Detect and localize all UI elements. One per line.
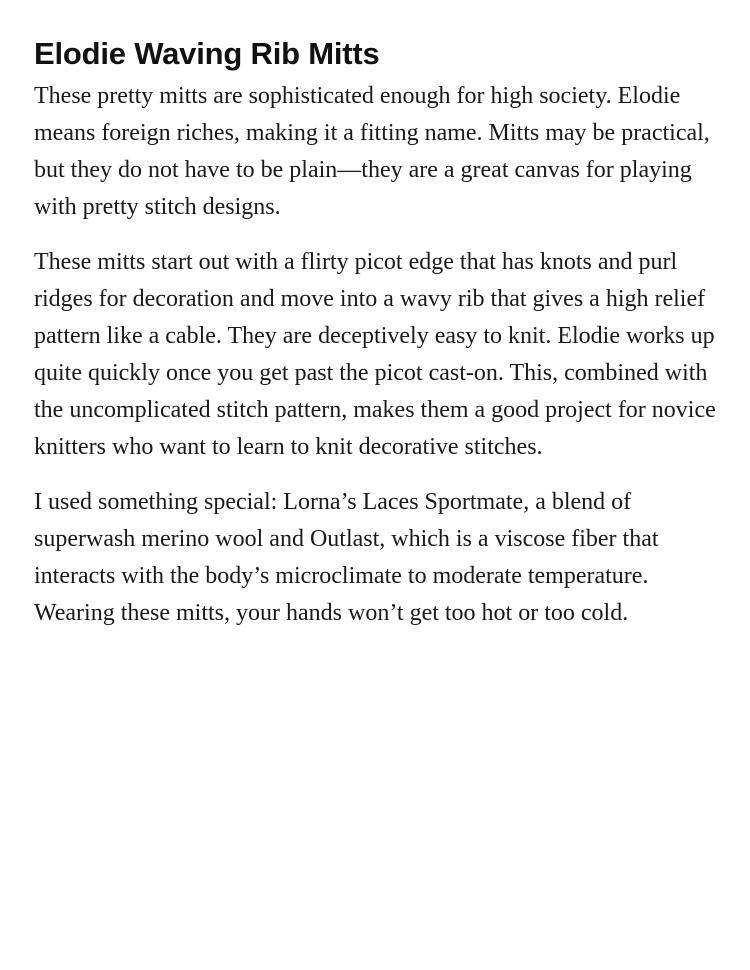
paragraph-description: These mitts start out with a flirty picot edge that has knots and purl ridges for decoration and move into a wavy rib that gives a high relief pattern like a cable. They are deceptively easy to knit. Elodie works up quite quickly once you get past the picot cast-on. This, combined with the uncomplicated stitch pattern, makes them a good project for novice knitters who want to learn to knit decorative stitches. — [34, 249, 716, 460]
paragraph-yarn: I used something special: Lorna’s Laces Sportmate, a blend of superwash merino wool and Outlast, which is a viscose fiber that interacts with the body’s microclimate to moderate temperature. Wearing these mitts, your hands won’t get too hot or too cold. — [34, 489, 659, 626]
page-title: Elodie Waving Rib Mitts — [34, 36, 380, 71]
document-page — [34, 34, 718, 650]
paragraph-intro: These pretty mitts are sophisticated enough for high society. Elodie means foreign riches, making it a fitting name. Mitts may be practical, but they do not have to be plain—they are a great canvas for playing with pretty stitch designs. — [34, 83, 710, 220]
